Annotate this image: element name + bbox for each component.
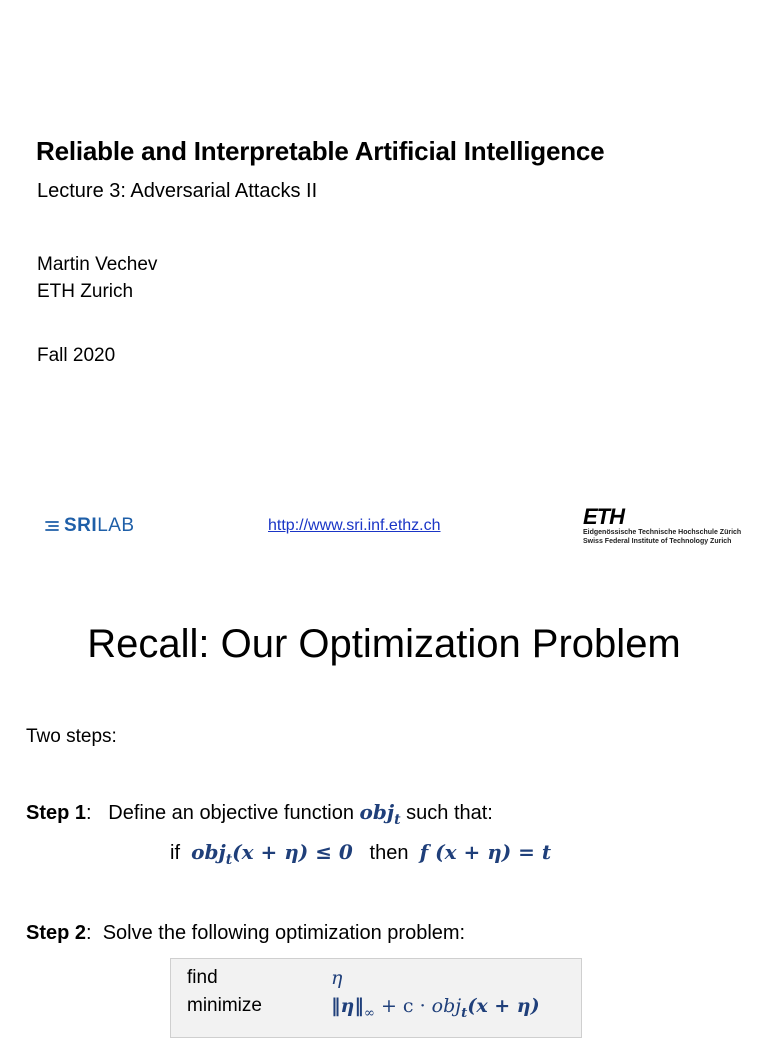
srilab-logo-sri: SRI bbox=[64, 515, 98, 536]
step-1-label: Step 1 bbox=[26, 802, 87, 824]
step-2-text: Solve the following optimization problem: bbox=[102, 922, 466, 944]
minimize-expression: $‖\eta‖_\infty + c \cdot obj_t(x + \eta)$ bbox=[331, 995, 540, 1021]
sri-website-link[interactable]: http://www.sri.inf.ethz.ch bbox=[268, 517, 441, 534]
condition-rhs: f (x + η) = t bbox=[419, 840, 552, 864]
lecture-subtitle: Lecture 3: Adversarial Attacks II bbox=[37, 180, 318, 202]
srilab-lines-icon bbox=[44, 520, 60, 532]
eth-logo-line-1: Eidgenössische Technische Hochschule Zürich bbox=[583, 529, 742, 536]
step-1-suffix: such that: bbox=[406, 802, 493, 824]
srilab-logo bbox=[44, 515, 135, 537]
eth-logo-line-2: Swiss Federal Institute of Technology Zurich bbox=[583, 538, 732, 545]
find-row bbox=[187, 967, 343, 989]
optimization-box bbox=[170, 958, 582, 1038]
then-word: then bbox=[369, 842, 409, 864]
term: Fall 2020 bbox=[37, 345, 116, 366]
eth-logo bbox=[583, 506, 741, 546]
step-2: Step 2: Solve the following optimization problem: bbox=[26, 922, 466, 944]
minimize-label: minimize bbox=[187, 995, 262, 1016]
if-word: if bbox=[170, 842, 180, 864]
intro-text: Two steps: bbox=[26, 726, 117, 747]
condition-lhs: obj$_t$(x + η) ≤ 0 bbox=[191, 840, 353, 868]
step-1-text: Define an objective function bbox=[108, 802, 354, 824]
course-title: Reliable and Interpretable Artificial Intelligence bbox=[36, 136, 605, 166]
find-expression: η bbox=[331, 967, 343, 989]
find-label: find bbox=[187, 967, 218, 988]
minimize-row bbox=[187, 995, 540, 1021]
srilab-logo-lab: LAB bbox=[97, 515, 135, 536]
eth-logo-mark: ETH bbox=[583, 504, 624, 529]
objective-symbol: obj$_t$ bbox=[359, 800, 401, 828]
step-2-label: Step 2 bbox=[26, 922, 87, 944]
slide-title: Recall: Our Optimization Problem bbox=[87, 622, 681, 666]
author-name: Martin Vechev bbox=[37, 254, 158, 275]
step-1: Step 1: Define an objective function obj$_t$ such that: bbox=[26, 800, 493, 828]
condition-line bbox=[170, 840, 551, 868]
affiliation: ETH Zurich bbox=[37, 281, 134, 302]
